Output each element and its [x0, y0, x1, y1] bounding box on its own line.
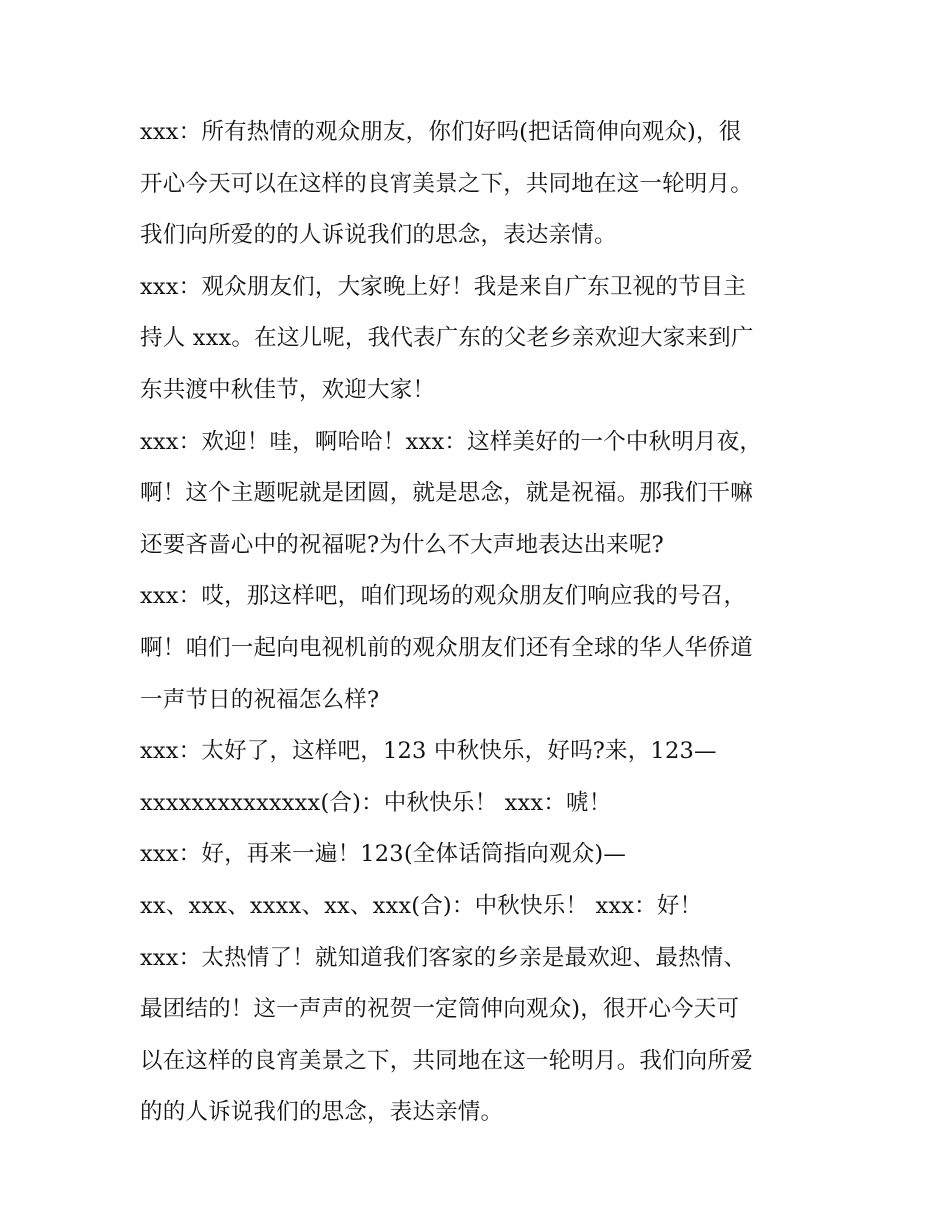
text-line: 开心今天可以在这样的良宵美景之下，共同地在这一轮明月。 [140, 170, 753, 197]
text-line: 还要吝啬心中的祝福呢?为什么不大声地表达出来呢? [140, 531, 664, 558]
text-line: 最团结的！这一声声的祝贺一定筒伸向观众)，很开心今天可 [140, 996, 740, 1023]
text-line: 啊！这个主题呢就是团圆，就是思念，就是祝福。那我们干嘛 [140, 480, 753, 507]
text-line: 以在这样的良宵美景之下，共同地在这一轮明月。我们向所爱 [140, 1047, 753, 1074]
text-line: xxxxxxxxxxxxxx(合)：中秋快乐！ xxx：唬！ [140, 789, 612, 816]
text-line: xxx：太好了，这样吧，123 中秋快乐，好吗?来，123— [140, 738, 717, 765]
text-line: 东共渡中秋佳节，欢迎大家！ [140, 376, 436, 403]
text-line: xxx：欢迎！哇，啊哈哈！xxx：这样美好的一个中秋明月夜， [140, 428, 763, 455]
text-line: 一声节日的祝福怎么样? [140, 686, 380, 713]
text-line: xxx：好，再来一遍！123(全体话筒指向观众)— [140, 841, 627, 868]
text-line: xxx：太热情了！就知道我们客家的乡亲是最欢迎、最热情、 [140, 944, 747, 971]
text-line: 持人 xxx。在这儿呢，我代表广东的父老乡亲欢迎大家来到广 [140, 325, 754, 352]
text-line: 的的人诉说我们的思念，表达亲情。 [140, 1099, 504, 1126]
text-line: 我们向所爱的的人诉说我们的思念，表达亲情。 [140, 222, 617, 249]
text-line: xx、xxx、xxxx、xx、xxx(合)：中秋快乐！ xxx：好！ [140, 892, 703, 919]
text-line: 啊！咱们一起向电视机前的观众朋友们还有全球的华人华侨道 [140, 634, 753, 661]
document-body [140, 107, 820, 1139]
text-line: xxx：所有热情的观众朋友，你们好吗(把话筒伸向观众)，很 [140, 119, 742, 145]
text-line: xxx：观众朋友们，大家晚上好！我是来自广东卫视的节目主 [140, 273, 747, 300]
text-line: xxx：哎，那这样吧，咱们现场的观众朋友们响应我的号召， [140, 583, 747, 610]
